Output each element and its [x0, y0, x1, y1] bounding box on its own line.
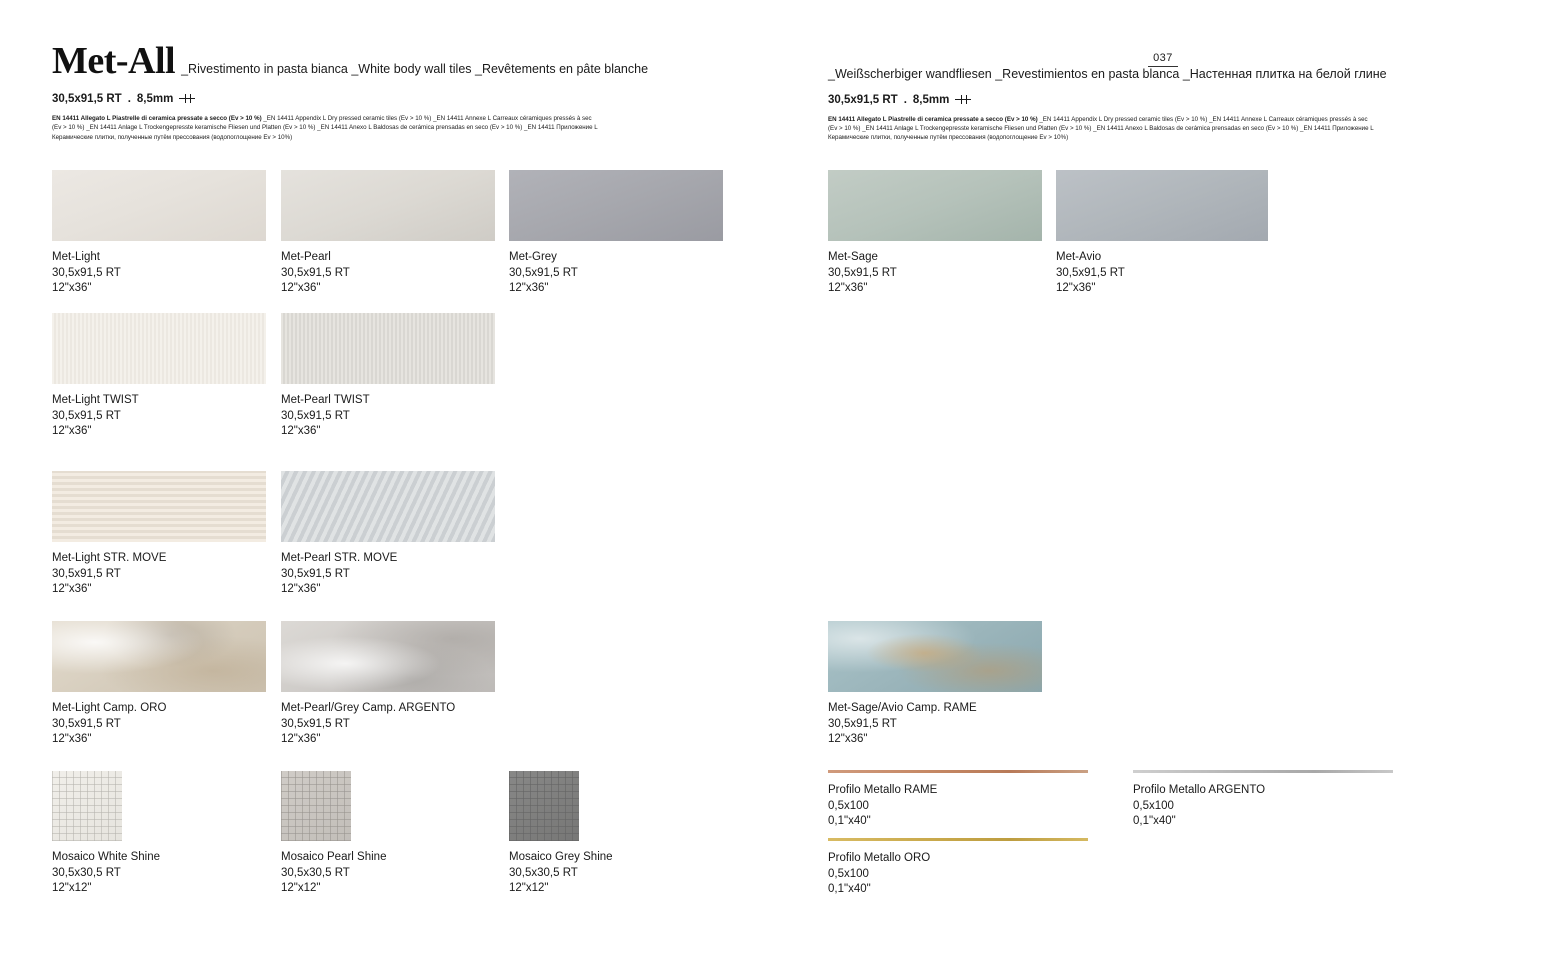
- tile-name: Met-Pearl TWIST: [281, 394, 370, 406]
- tile-size: 30,5x91,5 RT: [52, 567, 121, 580]
- tile-item[interactable]: [281, 771, 386, 897]
- tile-size: 30,5x30,5 RT: [281, 866, 350, 879]
- size-row-left: [52, 93, 792, 105]
- profile-name: Profilo Metallo RAME: [828, 784, 938, 796]
- tile-swatch: [281, 313, 495, 384]
- tile-size: 30,5x91,5 RT: [828, 266, 897, 279]
- tile-name: Met-Light TWIST: [52, 394, 139, 406]
- tile-name: Mosaico Pearl Shine: [281, 851, 387, 863]
- size-dot-left: .: [127, 93, 131, 105]
- tile-size: 30,5x91,5 RT: [281, 409, 350, 422]
- profile-swatch: [1133, 770, 1393, 773]
- size-row-right: [828, 94, 1528, 106]
- tile-item[interactable]: [509, 771, 613, 897]
- tile-swatch: [281, 771, 351, 841]
- tile-swatch: [1056, 170, 1268, 241]
- tile-item[interactable]: [52, 771, 160, 897]
- tile-item[interactable]: [52, 471, 266, 598]
- tile-swatch: [828, 621, 1042, 692]
- tile-item[interactable]: [1056, 170, 1268, 297]
- tile-size: 30,5x91,5 RT: [281, 266, 350, 279]
- profile-size: 0,5x100: [828, 799, 869, 812]
- tile-name: Mosaico Grey Shine: [509, 851, 613, 863]
- norm-line1-rest-left: _EN 14411 Appendix L Dry pressed ceramic tiles (Ev > 10 %) _EN 14411 Annexe L Carreaux céramiques pressés à sec: [261, 115, 592, 122]
- tile-inches: 12"x36": [281, 583, 321, 596]
- norm-block-right: [828, 115, 1428, 143]
- tile-inches: 12"x36": [281, 282, 321, 295]
- tile-item[interactable]: [52, 170, 266, 297]
- tile-swatch: [281, 471, 495, 542]
- page-title: Met-All: [52, 40, 176, 82]
- tile-inches: 12"x36": [52, 733, 92, 746]
- profile-item[interactable]: [1133, 770, 1393, 830]
- size-label-right: 30,5x91,5 RT: [828, 93, 898, 106]
- tile-item[interactable]: [509, 170, 723, 297]
- tile-inches: 12"x12": [281, 882, 321, 895]
- tile-size: 30,5x91,5 RT: [52, 266, 121, 279]
- tile-inches: 12"x36": [52, 583, 92, 596]
- tile-name: Met-Light Camp. ORO: [52, 702, 167, 714]
- thickness-label-right: 8,5mm: [912, 93, 950, 106]
- tile-size: 30,5x91,5 RT: [828, 717, 897, 730]
- tile-name: Met-Grey: [509, 251, 557, 263]
- tile-item[interactable]: [281, 471, 495, 598]
- tile-item[interactable]: [52, 313, 266, 440]
- tile-name: Met-Light: [52, 251, 100, 263]
- tile-swatch: [52, 771, 122, 841]
- norm-line3-right: Керамические плитки, полученные путём прессования (водопоглощение Ev > 10%): [828, 134, 1069, 142]
- tile-inches: 12"x36": [828, 282, 868, 295]
- tile-inches: 12"x12": [52, 882, 92, 895]
- tile-size: 30,5x91,5 RT: [52, 409, 121, 422]
- tile-swatch: [828, 170, 1042, 241]
- tile-name: Met-Sage: [828, 251, 878, 263]
- profile-inches: 0,1"x40": [828, 815, 871, 828]
- norm-block-left: [52, 114, 652, 142]
- tile-size: 30,5x30,5 RT: [52, 866, 121, 879]
- tile-inches: 12"x36": [281, 425, 321, 438]
- tile-name: Met-Pearl/Grey Camp. ARGENTO: [281, 702, 456, 714]
- header-left: [52, 42, 792, 142]
- tile-inches: 12"x36": [281, 733, 321, 746]
- tile-name: Mosaico White Shine: [52, 851, 161, 863]
- profile-name: Profilo Metallo ORO: [828, 852, 931, 864]
- profile-inches: 0,1"x40": [1133, 815, 1176, 828]
- tile-inches: 12"x36": [52, 282, 92, 295]
- norm-line2-left: (Ev > 10 %) _EN 14411 Anlage L Trockengepresste keramische Fliesen und Platten (Ev > 10 %) _EN 14411 Anexo L Baldosas de cerámica prensadas en seco (Ev > 10 %) _EN 14411 Приложение L: [52, 124, 598, 132]
- tile-size: 30,5x91,5 RT: [52, 717, 121, 730]
- tile-name: Met-Pearl STR. MOVE: [281, 552, 398, 564]
- tile-inches: 12"x36": [828, 733, 868, 746]
- thickness-label-left: 8,5mm: [136, 93, 174, 105]
- profile-size: 0,5x100: [1133, 799, 1174, 812]
- norm-line1-rest-right: _EN 14411 Appendix L Dry pressed ceramic tiles (Ev > 10 %) _EN 14411 Annexe L Carreaux céramiques pressés à sec: [1037, 115, 1368, 123]
- tile-name: Met-Avio: [1056, 251, 1102, 263]
- tile-size: 30,5x91,5 RT: [509, 266, 578, 279]
- tile-item[interactable]: [828, 170, 1042, 297]
- tile-size: 30,5x30,5 RT: [509, 866, 578, 879]
- norm-line3-left: Керамические плитки, полученные путём прессования (водопоглощение Ev > 10%): [52, 133, 293, 141]
- tile-name: Met-Light STR. MOVE: [52, 552, 167, 564]
- tile-swatch: [509, 170, 723, 241]
- thickness-icon: [179, 94, 195, 104]
- tile-item[interactable]: [828, 621, 1042, 748]
- norm-line2-right: (Ev > 10 %) _EN 14411 Anlage L Trockengepresste keramische Fliesen und Platten (Ev > 10 %) _EN 14411 Anexo L Baldosas de cerámica prensadas en seco (Ev > 10 %) _EN 14411 Приложение L: [828, 124, 1374, 132]
- header-right: [828, 42, 1528, 142]
- tile-swatch: [52, 471, 266, 542]
- tile-inches: 12"x36": [1056, 282, 1096, 295]
- size-dot-right: .: [903, 93, 907, 106]
- norm-line1-bold-left: EN 14411 Allegato L Piastrelle di ceramica pressate a secco (Ev > 10 %): [52, 115, 262, 122]
- tile-item[interactable]: [281, 313, 495, 440]
- profile-name: Profilo Metallo ARGENTO: [1133, 784, 1266, 796]
- tile-swatch: [281, 621, 495, 692]
- tile-swatch: [281, 170, 495, 241]
- tile-inches: 12"x36": [509, 282, 549, 295]
- tile-size: 30,5x91,5 RT: [1056, 266, 1125, 279]
- page-number: 037: [1148, 52, 1178, 67]
- norm-line1-bold-right: EN 14411 Allegato L Piastrelle di ceramica pressate a secco (Ev > 10 %): [828, 115, 1038, 123]
- profile-item[interactable]: [828, 838, 1088, 898]
- tile-size: 30,5x91,5 RT: [281, 717, 350, 730]
- tile-item[interactable]: [281, 621, 495, 748]
- tile-swatch: [509, 771, 579, 841]
- subtitle-right: _Weißscherbiger wandfliesen _Revestimientos en pasta blanca _Настенная плитка на белой глине: [828, 67, 1387, 81]
- tile-swatch: [52, 313, 266, 384]
- tile-inches: 12"x12": [509, 882, 549, 895]
- tile-name: Met-Sage/Avio Camp. RAME: [828, 702, 977, 714]
- tile-item[interactable]: [52, 621, 266, 748]
- subtitle-left: _Rivestimento in pasta bianca _White body wall tiles _Revêtements en pâte blanche: [181, 62, 649, 76]
- size-label-left: 30,5x91,5 RT: [52, 93, 122, 105]
- brand-row: [52, 42, 792, 80]
- profile-swatch: [828, 770, 1088, 773]
- tile-item[interactable]: [281, 170, 495, 297]
- profile-size: 0,5x100: [828, 867, 869, 880]
- tile-name: Met-Pearl: [281, 251, 331, 263]
- tile-swatch: [52, 170, 266, 241]
- tile-swatch: [52, 621, 266, 692]
- tile-inches: 12"x36": [52, 425, 92, 438]
- profile-swatch: [828, 838, 1088, 841]
- tile-size: 30,5x91,5 RT: [281, 567, 350, 580]
- thickness-icon: [955, 95, 971, 105]
- profile-inches: 0,1"x40": [828, 883, 871, 896]
- profile-item[interactable]: [828, 770, 1088, 830]
